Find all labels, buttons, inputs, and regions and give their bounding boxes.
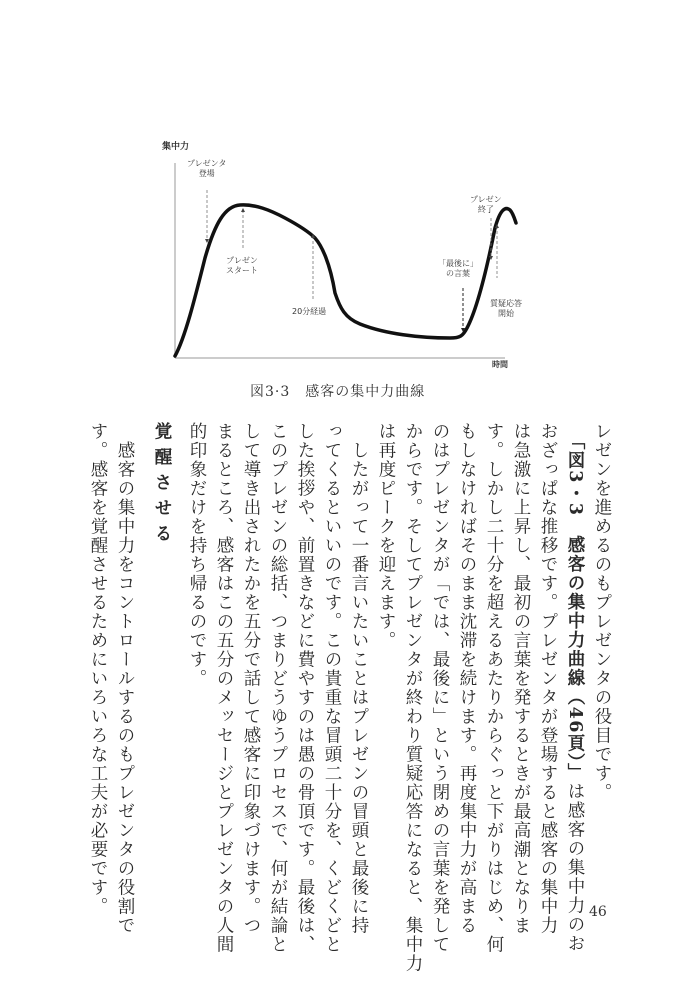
figure-caption: 図3·3 感客の集中力曲線 <box>250 384 426 400</box>
text-line: 感客の集中力をコントロールするのもプレゼンタの役割で <box>115 422 135 935</box>
text-line: して導き出されたかを五分で話して感客に印象づけます。つ <box>241 422 261 935</box>
text-line: す。感客を覚醒させるためにいろいろな工夫が必要です。 <box>88 422 108 916</box>
section-heading: 覚醒させる <box>152 422 172 550</box>
page-number: 46 <box>589 904 607 920</box>
text-line: は急激に上昇し、最初の言葉を発するときが最高潮となりま <box>511 422 531 935</box>
text-line: す。しかし二十分を超えるあたりからぐっと下がりはじめ、何 <box>484 422 504 954</box>
figure-reference-line: 「図3・3 感客の集中力曲線（46頁）」は感客の集中力のお <box>565 441 585 954</box>
annotation-presentation-start: プレゼン スタート <box>226 256 258 275</box>
annotation-presentation-end: プレゼン 終了 <box>470 195 502 214</box>
text-line: おざっぱな推移です。プレゼンタが登場すると感客の集中力 <box>538 422 558 935</box>
text-line: もしなければそのまま沈滞を続けます。再度集中力が高まる <box>457 422 477 935</box>
text-line: したがって一番言いたいことはプレゼンの冒頭と最後に持 <box>349 422 369 935</box>
concentration-curve <box>175 205 516 356</box>
text-line: まるところ、感客はこの五分のメッセージとプレゼンタの人間 <box>214 422 234 954</box>
figure-reference: 「図3・3 感客の集中力曲線（46頁）」 <box>565 441 585 783</box>
concentration-curve-figure <box>160 138 530 370</box>
text-line: ってくるといいのです。この貴重な冒頭二十分を、くどくどと <box>322 422 342 954</box>
text-line: レゼンを進めるのもプレゼンタの役目です。 <box>592 422 612 802</box>
text-line: した挨拶や、前置きなどに費やすのは愚の骨頂です。最後は、 <box>295 422 315 954</box>
x-axis-label: 時間 <box>492 360 508 369</box>
text-line: は再度ピークを迎えます。 <box>376 422 396 650</box>
annotation-20-minutes: 20分経過 <box>292 307 327 316</box>
body-text <box>84 422 615 973</box>
text-line: 的印象だけを持ち帰るのです。 <box>187 422 207 688</box>
y-axis-label: 集中力 <box>162 142 190 152</box>
text-line: からです。そしてプレゼンタが終わり質疑応答になると、集中力 <box>403 422 423 973</box>
annotation-qa-start: 質疑応答 開始 <box>490 299 522 318</box>
annotation-last-words: 「最後に」 の言葉 <box>438 259 478 278</box>
text-line: のはプレゼンタが「では、最後に」という閉めの言葉を発して <box>430 422 450 954</box>
text-line: このプレゼンの総括、つまりどうゆうプロセスで、何が結論と <box>268 422 288 954</box>
annotation-presenter-appears: プレゼンタ 登場 <box>187 159 227 178</box>
